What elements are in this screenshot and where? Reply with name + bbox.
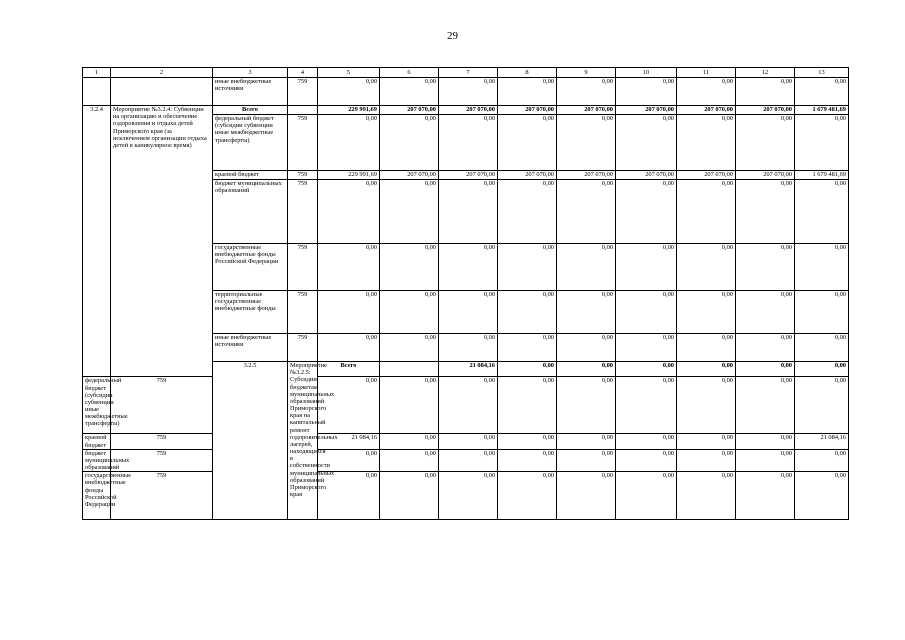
amount-cell: 0,00 <box>318 472 380 520</box>
amount-cell: 207 070,00 <box>557 106 616 115</box>
amount-cell: 0,00 <box>439 78 498 106</box>
amount-cell: 0,00 <box>439 244 498 291</box>
amount-cell: 0,00 <box>318 291 380 334</box>
amount-cell: 229 991,69 <box>318 106 380 115</box>
amount-cell: 0,00 <box>795 78 849 106</box>
amount-cell: 0,00 <box>557 291 616 334</box>
amount-cell: 0,00 <box>380 449 439 472</box>
amount-cell: 0,00 <box>736 449 795 472</box>
header-cell: 8 <box>498 68 557 78</box>
amount-cell: 21 084,16 <box>439 362 498 377</box>
funding-source: Всего <box>318 362 380 377</box>
amount-cell: 0,00 <box>677 180 736 244</box>
funding-source: иные внебюджетные источники <box>213 334 288 362</box>
table-row <box>83 106 849 115</box>
amount-cell: 0,00 <box>439 334 498 362</box>
funding-source: Всего <box>213 106 288 115</box>
amount-cell: 0,00 <box>677 377 736 434</box>
amount-cell: 0,00 <box>616 362 677 377</box>
amount-cell: 0,00 <box>616 377 677 434</box>
amount-cell: 0,00 <box>498 377 557 434</box>
header-cell: 12 <box>736 68 795 78</box>
amount-cell: 0,00 <box>498 115 557 171</box>
header-cell: 13 <box>795 68 849 78</box>
amount-cell: 0,00 <box>380 434 439 449</box>
budget-code: 759 <box>288 291 318 334</box>
table-row <box>83 449 849 472</box>
amount-cell: 0,00 <box>318 180 380 244</box>
amount-cell: 0,00 <box>557 78 616 106</box>
header-cell: 10 <box>616 68 677 78</box>
funding-source: бюджет муниципальных образований <box>83 449 111 472</box>
amount-cell: 0,00 <box>380 377 439 434</box>
amount-cell: 0,00 <box>557 334 616 362</box>
amount-cell: 21 084,16 <box>318 434 380 449</box>
header-cell: 1 <box>83 68 111 78</box>
amount-cell: 0,00 <box>318 449 380 472</box>
measure-number: 3.2.5 <box>213 362 288 520</box>
table-row <box>83 434 849 449</box>
amount-cell: 0,00 <box>616 291 677 334</box>
amount-cell: 207 070,00 <box>677 171 736 180</box>
amount-cell: 0,00 <box>557 115 616 171</box>
amount-cell: 0,00 <box>439 377 498 434</box>
amount-cell: 0,00 <box>736 362 795 377</box>
amount-cell: 207 070,00 <box>677 106 736 115</box>
table-row <box>83 377 849 434</box>
amount-cell: 0,00 <box>616 78 677 106</box>
amount-cell: 0,00 <box>380 78 439 106</box>
amount-cell: 0,00 <box>736 334 795 362</box>
amount-cell: 0,00 <box>439 180 498 244</box>
amount-cell: 207 070,00 <box>380 106 439 115</box>
amount-cell: 207 070,00 <box>616 106 677 115</box>
budget-code: 759 <box>288 334 318 362</box>
amount-cell: 0,00 <box>795 472 849 520</box>
amount-cell: 0,00 <box>439 115 498 171</box>
amount-cell: 0,00 <box>380 244 439 291</box>
amount-cell: 0,00 <box>736 78 795 106</box>
amount-cell: 0,00 <box>736 244 795 291</box>
table-row <box>83 472 849 520</box>
amount-cell: 0,00 <box>616 434 677 449</box>
amount-cell: 0,00 <box>557 180 616 244</box>
amount-cell: 0,00 <box>677 472 736 520</box>
amount-cell: 0,00 <box>677 78 736 106</box>
amount-cell: 0,00 <box>439 449 498 472</box>
amount-cell: 0,00 <box>616 244 677 291</box>
budget-code: 759 <box>111 449 213 472</box>
amount-cell: 0,00 <box>498 362 557 377</box>
amount-cell: 0,00 <box>795 362 849 377</box>
amount-cell: 0,00 <box>736 377 795 434</box>
amount-cell: 0,00 <box>318 334 380 362</box>
amount-cell: 229 991,69 <box>318 171 380 180</box>
amount-cell: 0,00 <box>498 291 557 334</box>
amount-cell: 207 070,00 <box>736 171 795 180</box>
amount-cell: 0,00 <box>795 449 849 472</box>
amount-cell: 0,00 <box>677 434 736 449</box>
amount-cell: 0,00 <box>795 377 849 434</box>
funding-source: иные внебюджетные источники <box>213 78 288 106</box>
amount-cell: 0,00 <box>677 115 736 171</box>
budget-code: 759 <box>288 115 318 171</box>
amount-cell: 0,00 <box>498 472 557 520</box>
amount-cell: 0,00 <box>677 334 736 362</box>
amount-cell: 0,00 <box>736 434 795 449</box>
amount-cell: 0,00 <box>498 244 557 291</box>
budget-code <box>288 106 318 115</box>
funding-source: федеральный бюджет (субсидии субвенции иные межбюджетные трансферты) <box>213 115 288 171</box>
amount-cell: 0,00 <box>498 180 557 244</box>
amount-cell: 1 679 481,69 <box>795 106 849 115</box>
amount-cell: 0,00 <box>380 180 439 244</box>
funding-source: федеральный бюджет (субсидии субвенции иные межбюджетные трансферты) <box>83 377 111 434</box>
amount-cell: 0,00 <box>380 291 439 334</box>
amount-cell: 0,00 <box>795 291 849 334</box>
measure-description: Мероприятие №3.2.4: Субвенции на организацию и обеспечение оздоровления и отдыха детей Приморского края (за исключением организации отдыха детей в каникулярное время) <box>111 106 213 377</box>
amount-cell: 0,00 <box>380 115 439 171</box>
amount-cell: 0,00 <box>677 449 736 472</box>
amount-cell: 207 070,00 <box>498 171 557 180</box>
amount-cell: 0,00 <box>736 291 795 334</box>
amount-cell: 0,00 <box>736 115 795 171</box>
amount-cell: 207 070,00 <box>736 106 795 115</box>
amount-cell: 0,00 <box>616 115 677 171</box>
amount-cell: 0,00 <box>498 78 557 106</box>
measure-number: 3.2.4 <box>83 106 111 377</box>
amount-cell: 0,00 <box>318 244 380 291</box>
budget-table <box>82 67 849 520</box>
amount-cell: 207 070,00 <box>439 106 498 115</box>
funding-source: государственные внебюджетные фонды Российской Федерации <box>213 244 288 291</box>
amount-cell: 207 070,00 <box>616 171 677 180</box>
amount-cell: 0,00 <box>439 472 498 520</box>
amount-cell: 0,00 <box>498 434 557 449</box>
amount-cell: 0,00 <box>795 334 849 362</box>
amount-cell: 0,00 <box>616 472 677 520</box>
budget-code <box>380 362 439 377</box>
funding-source: краевой бюджет <box>83 434 111 449</box>
amount-cell: 0,00 <box>795 244 849 291</box>
header-cell: 3 <box>213 68 288 78</box>
amount-cell: 0,00 <box>318 377 380 434</box>
header-cell: 9 <box>557 68 616 78</box>
amount-cell: 207 070,00 <box>380 171 439 180</box>
header-cell: 11 <box>677 68 736 78</box>
amount-cell: 0,00 <box>616 334 677 362</box>
amount-cell: 0,00 <box>736 180 795 244</box>
amount-cell: 207 070,00 <box>439 171 498 180</box>
header-row <box>83 68 849 78</box>
amount-cell: 0,00 <box>736 472 795 520</box>
budget-code: 759 <box>288 244 318 291</box>
amount-cell: 0,00 <box>795 115 849 171</box>
amount-cell: 0,00 <box>318 115 380 171</box>
budget-code: 759 <box>288 180 318 244</box>
amount-cell: 0,00 <box>616 449 677 472</box>
funding-source: государственные внебюджетные фонды Российской Федерации <box>83 472 111 520</box>
amount-cell: 21 084,16 <box>795 434 849 449</box>
amount-cell: 0,00 <box>498 449 557 472</box>
amount-cell: 0,00 <box>498 334 557 362</box>
measure-description: Мероприятие №3.2.5: Субсидии бюджетам муниципальных образований Приморского края на капитальный ремонт оздоровительных лагерей, находящихся в собственности муниципальных образований Приморского края <box>288 362 318 520</box>
amount-cell: 0,00 <box>557 377 616 434</box>
amount-cell: 0,00 <box>439 434 498 449</box>
budget-code: 759 <box>111 434 213 449</box>
budget-code: 759 <box>288 78 318 106</box>
budget-code: 759 <box>111 472 213 520</box>
amount-cell: 0,00 <box>557 244 616 291</box>
amount-cell: 0,00 <box>616 180 677 244</box>
amount-cell: 0,00 <box>557 449 616 472</box>
budget-code: 759 <box>111 377 213 434</box>
amount-cell: 207 070,00 <box>557 171 616 180</box>
amount-cell: 0,00 <box>380 472 439 520</box>
amount-cell: 0,00 <box>380 334 439 362</box>
funding-source: краевой бюджет <box>213 171 288 180</box>
table-row <box>83 78 849 106</box>
amount-cell: 0,00 <box>795 180 849 244</box>
header-cell: 2 <box>111 68 213 78</box>
funding-source: территориальные государственные внебюджетные фонды <box>213 291 288 334</box>
amount-cell: 0,00 <box>557 362 616 377</box>
header-cell: 4 <box>288 68 318 78</box>
page-number: 29 <box>447 30 458 42</box>
header-cell: 6 <box>380 68 439 78</box>
budget-code: 759 <box>288 171 318 180</box>
funding-source: бюджет муниципальных образований <box>213 180 288 244</box>
header-cell: 5 <box>318 68 380 78</box>
amount-cell: 0,00 <box>318 78 380 106</box>
amount-cell: 0,00 <box>439 291 498 334</box>
header-cell: 7 <box>439 68 498 78</box>
amount-cell: 207 070,00 <box>498 106 557 115</box>
amount-cell: 0,00 <box>677 362 736 377</box>
amount-cell: 0,00 <box>557 472 616 520</box>
amount-cell: 0,00 <box>677 244 736 291</box>
amount-cell: 0,00 <box>677 291 736 334</box>
amount-cell: 1 679 481,69 <box>795 171 849 180</box>
amount-cell: 0,00 <box>557 434 616 449</box>
